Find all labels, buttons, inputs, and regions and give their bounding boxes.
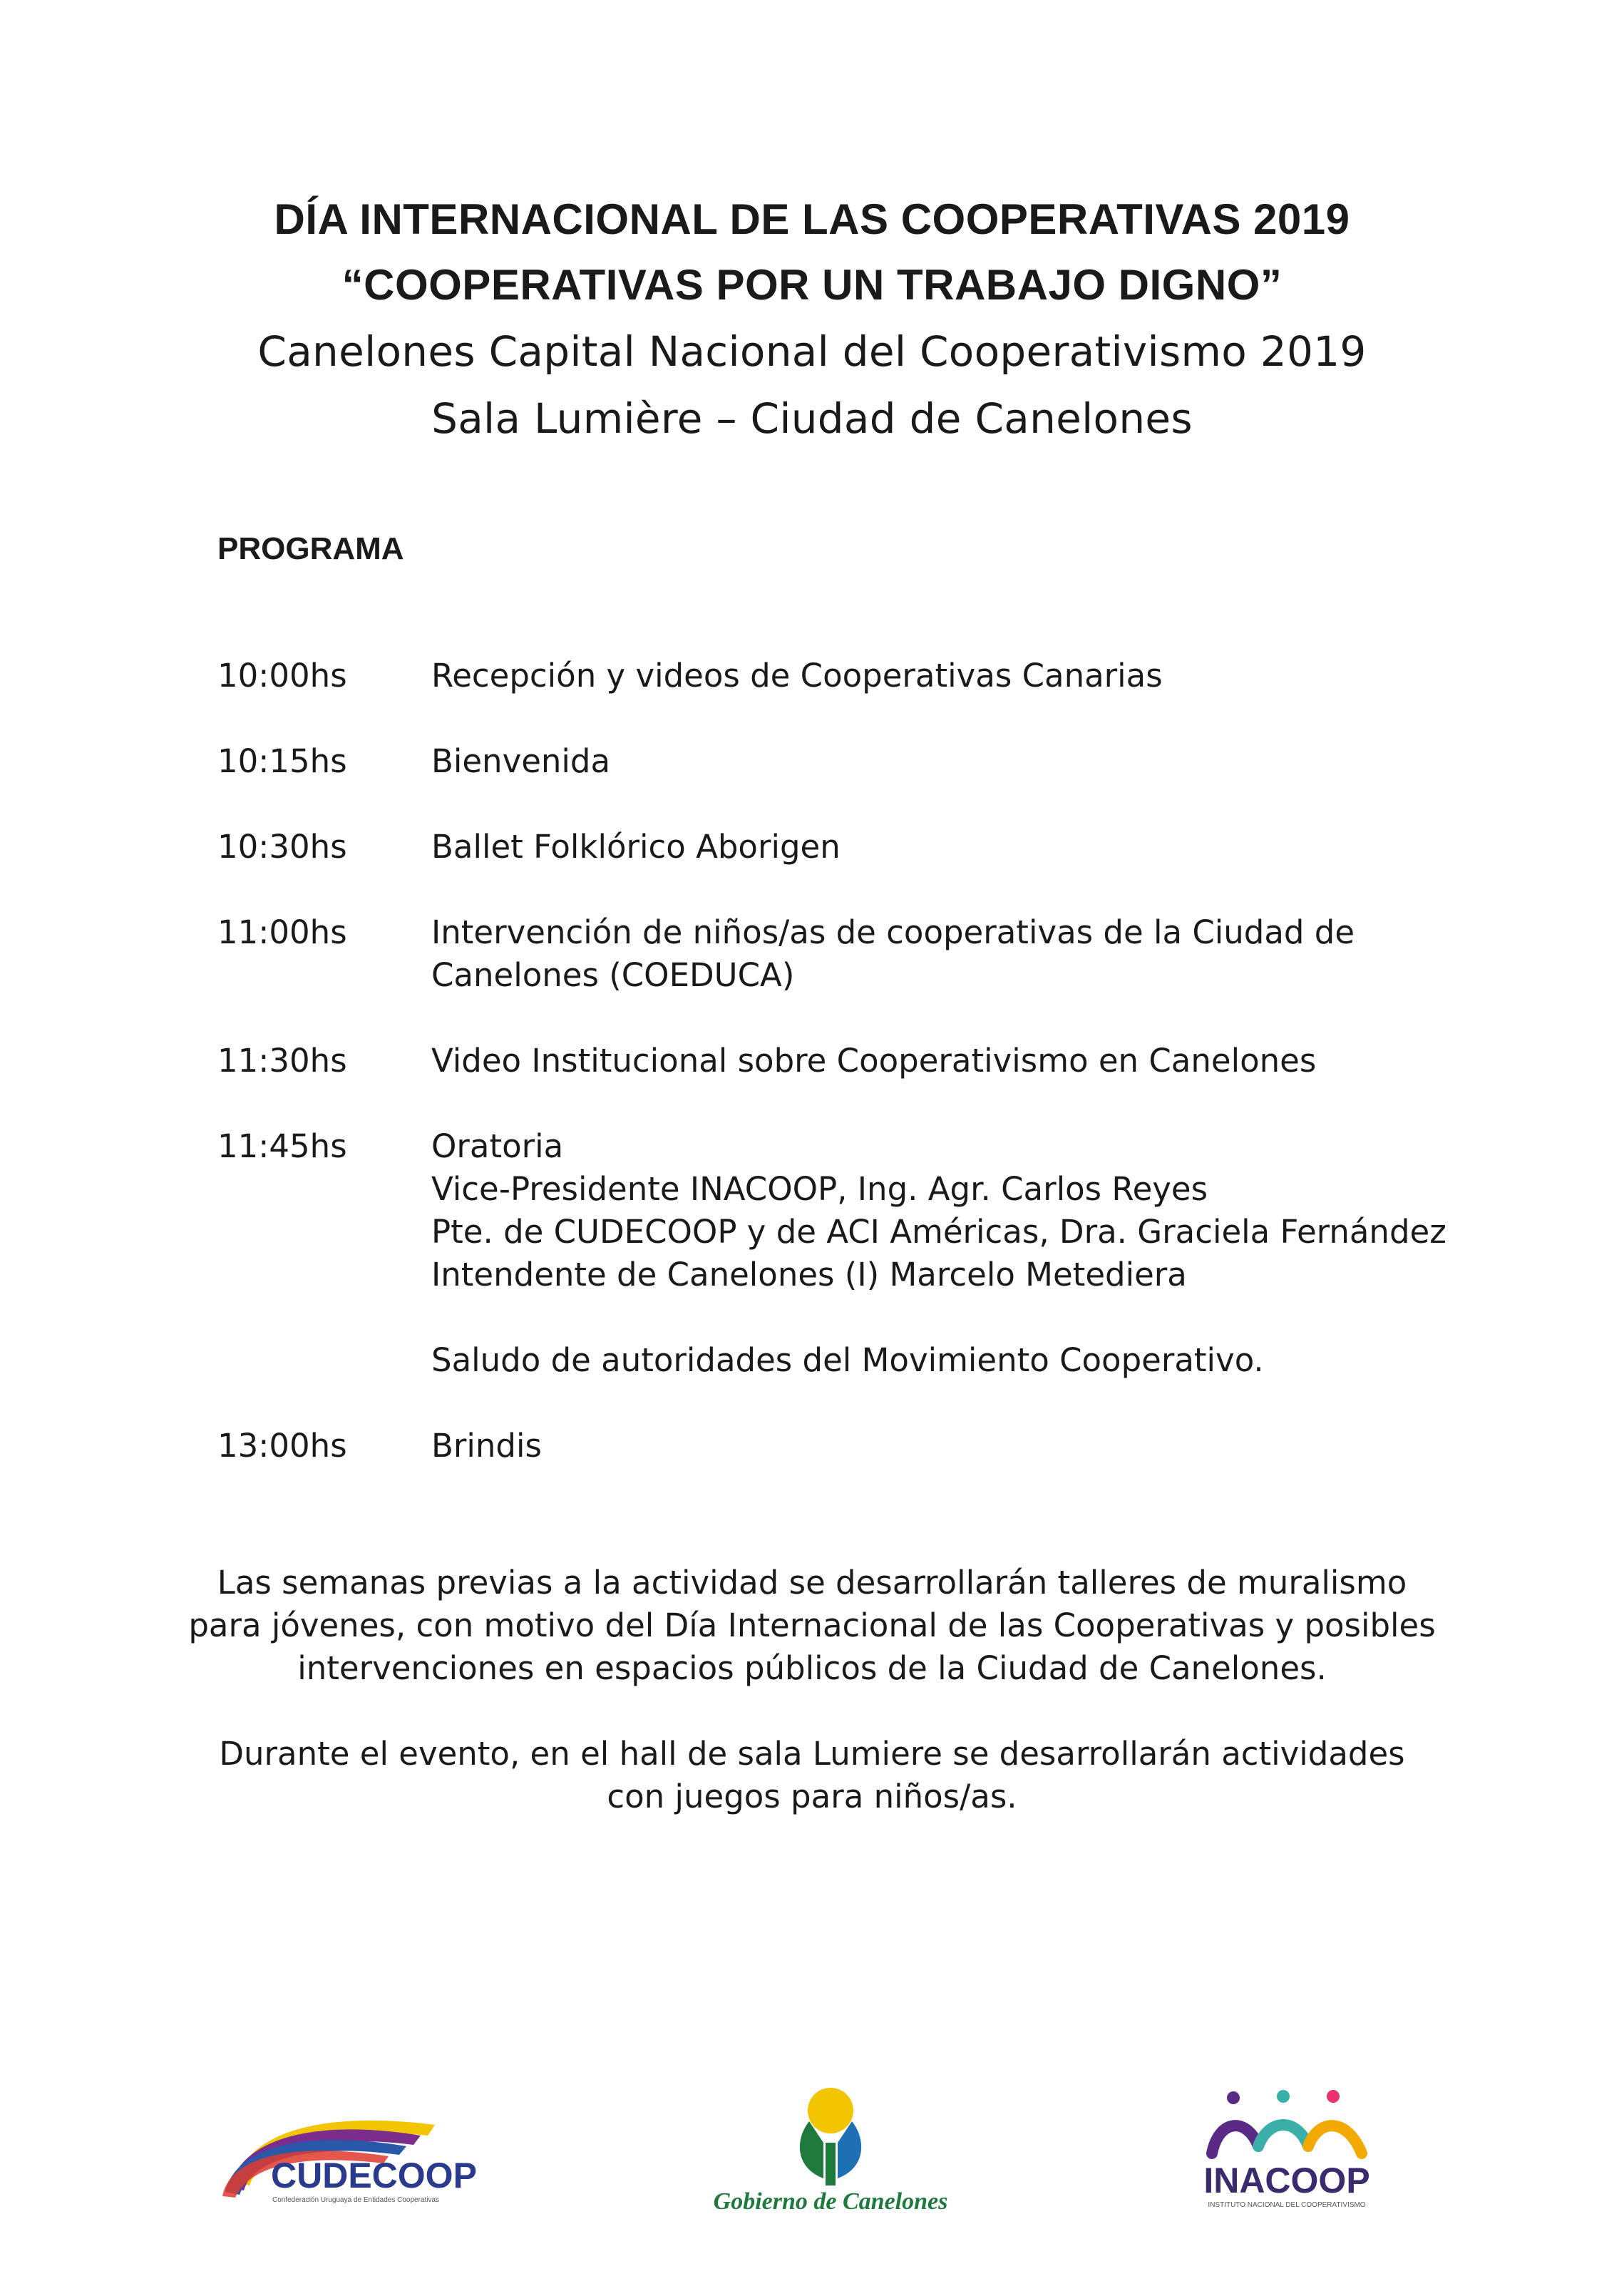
schedule-extra-line: Saludo de autoridades del Movimiento Cooperativo. xyxy=(431,1341,1264,1379)
schedule-time: 13:00hs xyxy=(217,1427,347,1465)
event-venue: Sala Lumière – Ciudad de Canelones xyxy=(431,394,1193,443)
schedule-description xyxy=(431,655,1501,697)
schedule-description xyxy=(431,1125,1501,1382)
event-subtitle: Canelones Capital Nacional del Cooperativismo 2019 xyxy=(257,327,1367,376)
schedule-description xyxy=(431,740,1501,783)
schedule-time: 10:00hs xyxy=(217,657,347,695)
inacoop-tagline: INSTITUTO NACIONAL DEL COOPERATIVISMO xyxy=(1208,2201,1366,2209)
cudecoop-wordmark: CUDECOOP xyxy=(271,2156,477,2195)
schedule-line: Bienvenida xyxy=(431,742,611,780)
canelones-wordmark: Gobierno de Canelones xyxy=(713,2188,948,2215)
notes-line: Durante el evento, en el hall de sala Lumiere se desarrollarán actividades xyxy=(219,1735,1405,1773)
inacoop-logo xyxy=(1191,2082,1404,2218)
schedule-time: 11:45hs xyxy=(217,1127,347,1165)
schedule-time: 10:30hs xyxy=(217,828,347,866)
program-heading: PROGRAMA xyxy=(217,531,404,566)
schedule-line: Ballet Folklórico Aborigen xyxy=(431,828,841,866)
cudecoop-logo xyxy=(221,2103,506,2210)
schedule-time: 11:00hs xyxy=(217,913,347,951)
cudecoop-tagline: Confederación Uruguaya de Entidades Cooperativas xyxy=(272,2196,440,2204)
schedule-line: Pte. de CUDECOOP y de ACI Américas, Dra. Graciela Fernández xyxy=(431,1213,1446,1251)
schedule-row xyxy=(217,911,1501,997)
inacoop-wordmark: INACOOP xyxy=(1203,2161,1370,2200)
schedule-row xyxy=(217,655,1501,697)
notes-line: para jóvenes, con motivo del Día Internacional de las Cooperativas y posibles xyxy=(188,1606,1436,1644)
schedule-time: 10:15hs xyxy=(217,742,347,780)
schedule-row xyxy=(217,740,1501,783)
schedule-line: Brindis xyxy=(431,1427,542,1465)
event-notes xyxy=(0,1562,1624,1861)
schedule-list xyxy=(217,655,1501,1510)
schedule-description xyxy=(431,911,1501,997)
schedule-line: Intendente de Canelones (I) Marcelo Metediera xyxy=(431,1256,1187,1293)
canelones-logo xyxy=(688,2082,973,2218)
notes-line: Las semanas previas a la actividad se desarrollarán talleres de muralismo xyxy=(217,1564,1407,1601)
notes-paragraph xyxy=(0,1733,1624,1818)
sponsor-logos xyxy=(0,2082,1624,2253)
event-motto: “COOPERATIVAS POR UN TRABAJO DIGNO” xyxy=(341,261,1283,309)
schedule-line: Video Institucional sobre Cooperativismo en Canelones xyxy=(431,1042,1317,1080)
schedule-row xyxy=(217,826,1501,868)
notes-paragraph xyxy=(0,1562,1624,1690)
schedule-time: 11:30hs xyxy=(217,1042,347,1080)
schedule-line: Canelones (COEDUCA) xyxy=(431,956,795,994)
schedule-row xyxy=(217,1425,1501,1467)
schedule-line: Intervención de niños/as de cooperativas de la Ciudad de xyxy=(431,913,1355,951)
document-header xyxy=(0,187,1624,452)
schedule-row xyxy=(217,1040,1501,1082)
schedule-row xyxy=(217,1125,1501,1382)
schedule-description xyxy=(431,1425,1501,1467)
schedule-line: Vice-Presidente INACOOP, Ing. Agr. Carlos Reyes xyxy=(431,1170,1208,1208)
notes-line: con juegos para niños/as. xyxy=(607,1778,1017,1815)
notes-line: intervenciones en espacios públicos de la Ciudad de Canelones. xyxy=(297,1649,1327,1687)
schedule-line: Recepción y videos de Cooperativas Canarias xyxy=(431,657,1163,695)
schedule-description xyxy=(431,826,1501,868)
schedule-line: Oratoria xyxy=(431,1127,564,1165)
event-title: DÍA INTERNACIONAL DE LAS COOPERATIVAS 2019 xyxy=(274,195,1350,243)
schedule-description xyxy=(431,1040,1501,1082)
